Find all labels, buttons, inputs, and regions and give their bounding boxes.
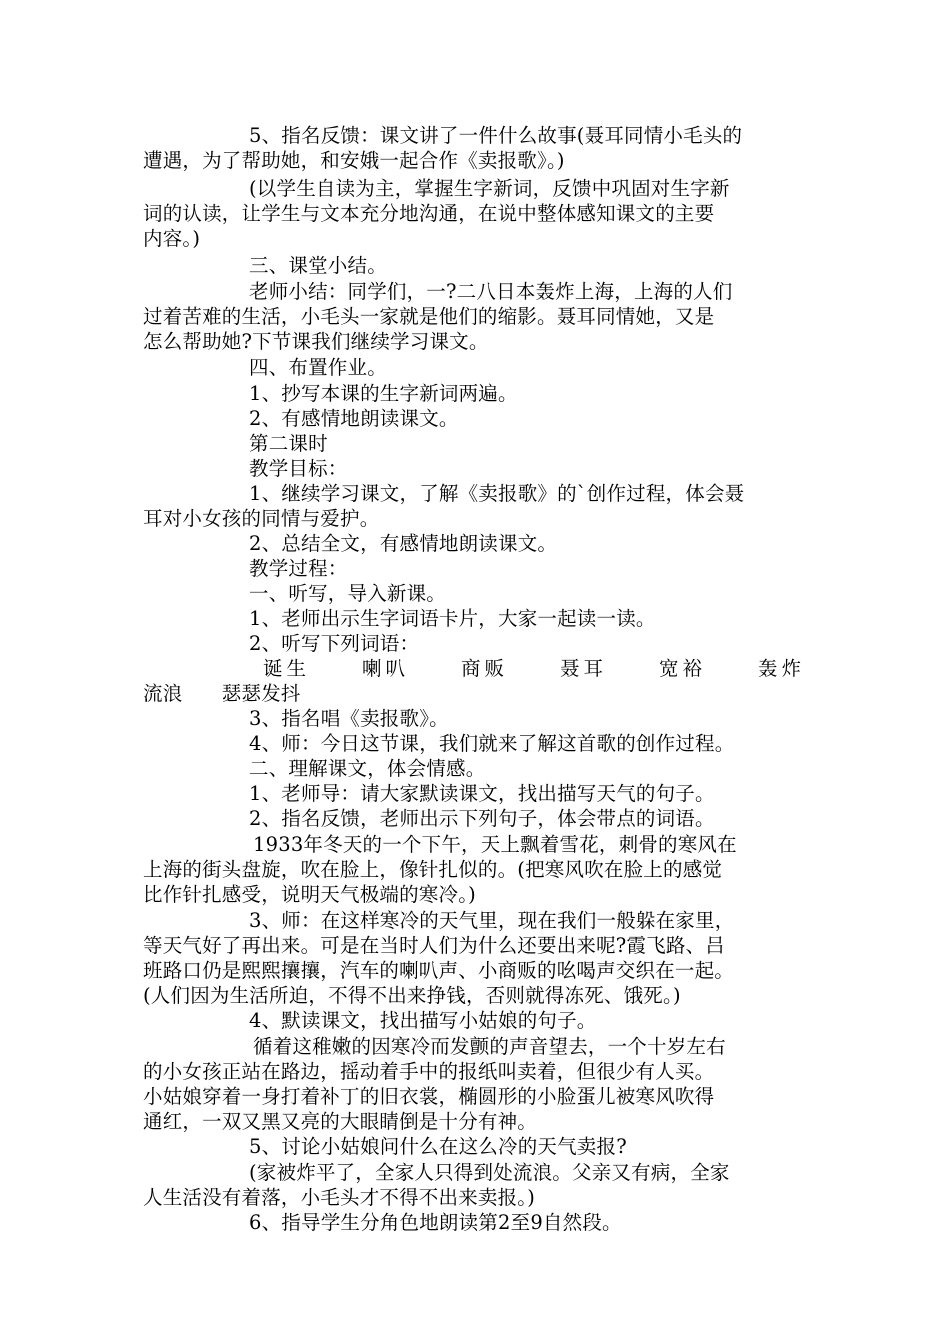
paragraph-line: 5、指名反馈：课文讲了一件什么故事(聂耳同情小毛头的 <box>249 124 743 147</box>
list-item: 2、指名反馈，老师出示下列句子，体会带点的词语。 <box>249 807 715 830</box>
paragraph-line: 1933年冬天的一个下午，天上飘着雪花，刺骨的寒风在 <box>253 833 737 856</box>
vocab-row <box>143 656 811 681</box>
paragraph-line: 上海的街头盘旋，吹在脸上，像针扎似的。(把寒风吹在脸上的感觉 <box>143 858 723 881</box>
paragraph-line: 班路口仍是熙熙攘攘，汽车的喇叭声、小商贩的吆喝声交织在一起。 <box>143 959 735 982</box>
paragraph-line: 小姑娘穿着一身打着补丁的旧衣裳，椭圆形的小脸蛋儿被寒风吹得 <box>143 1085 715 1108</box>
section-heading: 第二课时 <box>249 432 328 455</box>
paragraph-line: 等天气好了再出来。可是在当时人们为什么还要出来呢?霞飞路、吕 <box>143 934 725 957</box>
paragraph-line: (家被炸平了，全家人只得到处流浪。父亲又有病，全家 <box>249 1161 730 1184</box>
paragraph-line: 过着苦难的生活，小毛头一家就是他们的缩影。聂耳同情她，又是 <box>143 305 715 328</box>
paragraph-line: 词的认读，让学生与文本充分地沟通，在说中整体感知课文的主要 <box>143 202 715 225</box>
section-heading: 四、布置作业。 <box>249 356 387 379</box>
list-item: 4、师：今日这节课，我们就来了解这首歌的创作过程。 <box>249 732 735 755</box>
paragraph-line: 通红，一双又黑又亮的大眼睛倒是十分有神。 <box>143 1110 538 1133</box>
paragraph-line: 怎么帮助她?下节课我们继续学习课文。 <box>143 330 489 353</box>
section-heading: 二、理解课文，体会情感。 <box>249 757 486 780</box>
vocab-word: 轰炸 <box>758 657 806 680</box>
list-item: 1、抄写本课的生字新词两遍。 <box>249 382 518 405</box>
vocab-word: 宽裕 <box>659 657 707 680</box>
paragraph-line: 耳对小女孩的同情与爱护。 <box>143 507 380 530</box>
list-item: 4、默读课文，找出描写小姑娘的句子。 <box>249 1009 597 1032</box>
section-heading: 教学目标： <box>249 457 348 480</box>
list-item: 1、老师出示生字词语卡片，大家一起读一读。 <box>249 607 656 630</box>
list-item: 6、指导学生分角色地朗读第2至9自然段。 <box>249 1211 622 1234</box>
paragraph-line: 遭遇，为了帮助她，和安娥一起合作《卖报歌》。) <box>143 149 565 172</box>
vocab-word: 诞生 <box>263 657 311 680</box>
paragraph-line: 比作针扎感受，说明天气极端的寒冷。) <box>143 883 476 906</box>
list-item: 5、讨论小姑娘问什么在这么冷的天气卖报? <box>249 1135 627 1158</box>
vocab-word: 聂耳 <box>560 657 608 680</box>
list-item: 3、师：在这样寒冷的天气里，现在我们一般躲在家里， <box>249 909 735 932</box>
paragraph-line: 老师小结：同学们，一?二八日本轰炸上海，上海的人们 <box>249 280 733 303</box>
paragraph-line: 内容。) <box>143 227 201 250</box>
section-heading: 三、课堂小结。 <box>249 254 387 277</box>
vocab-word: 商贩 <box>461 657 509 680</box>
section-heading: 一、听写，导入新课。 <box>249 582 447 605</box>
paragraph-line: 的小女孩正站在路边，摇动着手中的报纸叫卖着，但很少有人买。 <box>143 1060 715 1083</box>
paragraph-line: 流浪 瑟瑟发抖 <box>143 682 301 705</box>
list-item: 2、总结全文，有感情地朗读课文。 <box>249 532 558 555</box>
paragraph-line: 人生活没有着落，小毛头才不得不出来卖报。) <box>143 1186 536 1209</box>
vocab-word: 喇叭 <box>362 657 410 680</box>
list-item: 3、指名唱《卖报歌》。 <box>249 707 449 730</box>
list-item: 2、听写下列词语： <box>249 632 420 655</box>
paragraph-line: (人们因为生活所迫，不得不出来挣钱，否则就得冻死、饿死。) <box>143 984 681 1007</box>
list-item: 1、老师导：请大家默读课文，找出描写天气的句子。 <box>249 782 715 805</box>
paragraph-line: 循着这稚嫩的因寒冷而发颤的声音望去，一个十岁左右 <box>253 1035 726 1058</box>
paragraph-line: (以学生自读为主，掌握生字新词，反馈中巩固对生字新 <box>249 177 730 200</box>
section-heading: 教学过程： <box>249 557 348 580</box>
list-item: 1、继续学习课文，了解《卖报歌》的`创作过程，体会聂 <box>249 482 745 505</box>
list-item: 2、有感情地朗读课文。 <box>249 407 459 430</box>
